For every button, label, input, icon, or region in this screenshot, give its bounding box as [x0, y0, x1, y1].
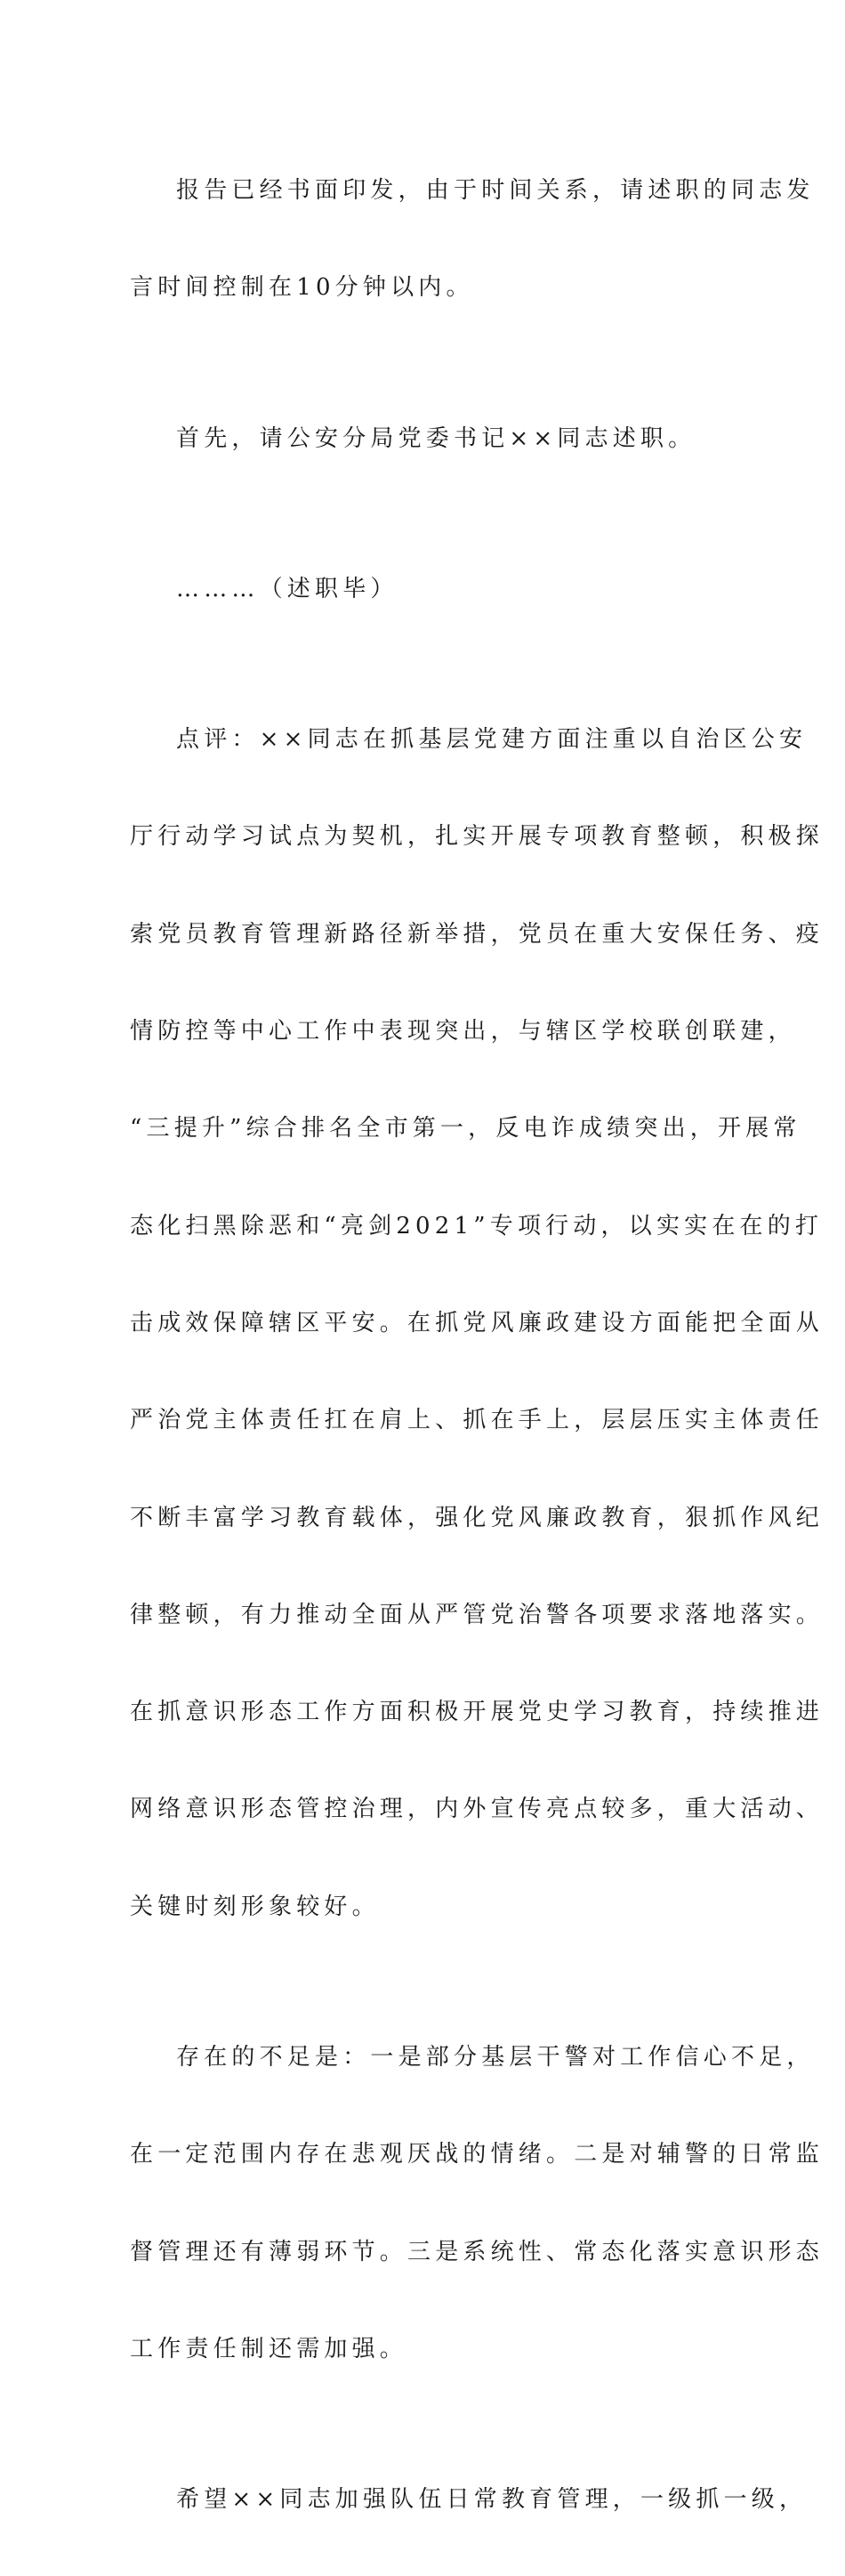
document-body	[130, 116, 825, 2576]
text-line: 工作责任制还需加强。	[130, 2335, 408, 2362]
text-line: 索党员教育管理新路径新举措，党员在重大安保任务、疫	[130, 920, 825, 948]
paragraph-report-notice	[130, 116, 815, 364]
text-line: 点评：××同志在抓基层党建方面注重以自治区公安	[176, 726, 808, 754]
text-line: 报告已经书面印发，由于时间关系，请述职的同志发	[176, 177, 815, 204]
text-line: 击成效保障辖区平安。在抓党风廉政建设方面能把全面从	[130, 1309, 825, 1336]
text-line: 督管理还有薄弱环节。三是系统性、常态化落实意识形态	[130, 2238, 825, 2265]
text-line: 首先，请公安分局党委书记××同志述职。	[176, 424, 696, 452]
text-line: 厅行动学习试点为契机，扎实开展专项教育整顿，积极探	[130, 823, 825, 851]
paragraph-report-finished	[130, 514, 720, 665]
text-line: “三提升”综合排名全市第一，反电诈成绩突出，开展常	[130, 1115, 801, 1143]
text-line: 严治党主体责任扛在肩上、抓在手上，层层压实主体责任	[130, 1407, 825, 1434]
text-line: ………（述职毕）	[176, 575, 398, 602]
text-line: 言时间控制在10分钟以内。	[130, 274, 474, 302]
text-line: 情防控等中心工作中表现突出，与辖区学校联创联建，	[130, 1018, 796, 1046]
paragraph-shortcomings	[130, 1982, 825, 2425]
text-line: 网络意识形态管控治理，内外宣传亮点较多，重大活动、	[130, 1796, 825, 1823]
text-line: 不断丰富学习教育载体，强化党风廉政教育，狠抓作风纪	[130, 1504, 825, 1531]
text-line: 希望××同志加强队伍日常教育管理，一级抓一级，	[176, 2486, 808, 2514]
text-line: 存在的不足是：一是部分基层干警对工作信心不足，	[176, 2044, 815, 2071]
text-line: 在一定范围内存在悲观厌战的情绪。二是对辅警的日常监	[130, 2141, 825, 2168]
paragraph-hope	[130, 2425, 808, 2575]
text-line: 律整顿，有力推动全面从严管党治警各项要求落地落实。	[130, 1601, 825, 1628]
text-line: 态化扫黑除恶和“亮剑2021”专项行动，以实实在在的打	[130, 1212, 824, 1240]
paragraph-first-speaker	[130, 364, 720, 514]
paragraph-comment	[130, 665, 825, 1982]
text-line: 在抓意识形态工作方面积极开展党史学习教育，持续推进	[130, 1699, 825, 1726]
text-line: 关键时刻形象较好。	[130, 1893, 380, 1920]
